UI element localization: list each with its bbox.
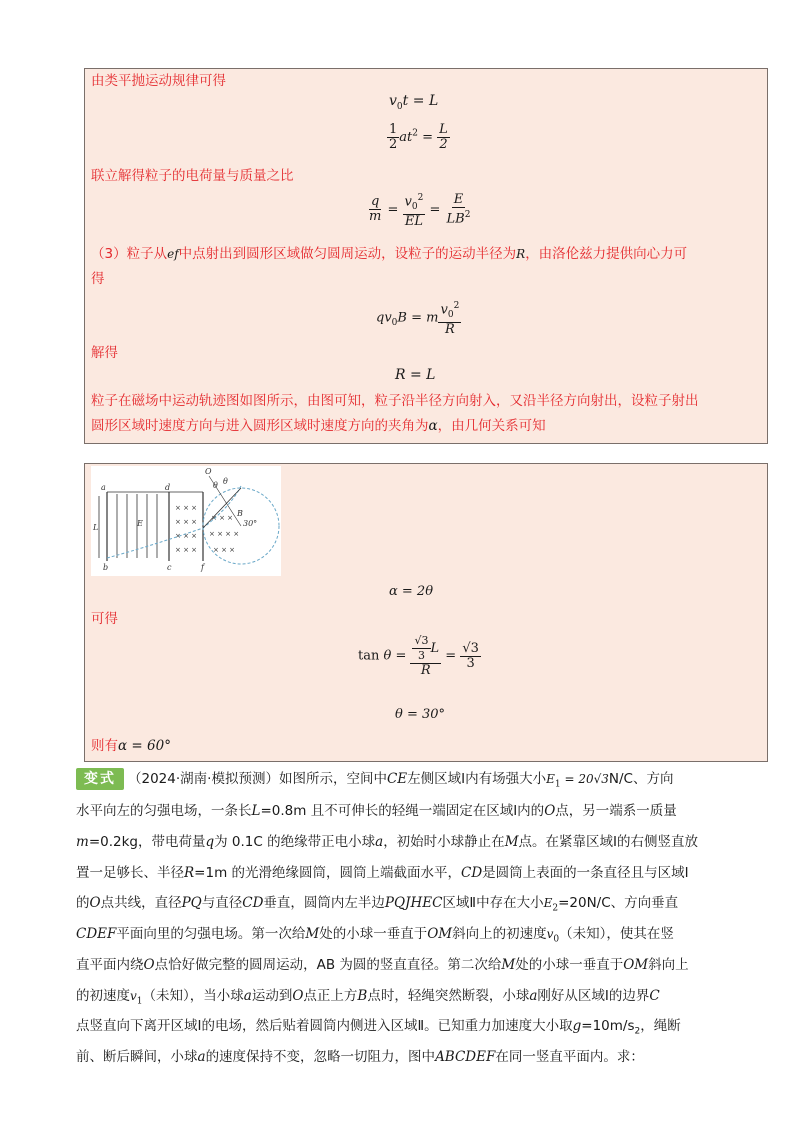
problem-line: 水平向左的匀强电场，一条长L=0.8m 且不可伸长的轻绳一端固定在区域Ⅰ内的O点，另一端系一质量	[76, 803, 677, 819]
problem-line: 置一足够长、半径R=1m 的光滑绝缘圆筒，圆筒上端截面水平，CD是圆筒上表面的一条直径且与区域Ⅰ	[76, 865, 689, 881]
problem-line: 变式 （2024·湖南·模拟预测）如图所示，空间中CE左侧区域Ⅰ内有场强大小$E_1 = 20√3N/C$、方向	[76, 768, 768, 794]
field-figure	[91, 466, 281, 576]
text-line: 则有α = 60°	[91, 738, 171, 754]
solution-box-1	[84, 68, 768, 444]
text-line: 解得	[91, 345, 118, 361]
figure-label: θ	[213, 481, 218, 490]
figure-label: 30°	[243, 519, 258, 528]
trajectory-diagram	[91, 466, 281, 580]
svg-text:× × ×: × × ×	[213, 546, 236, 554]
problem-line: 点竖直向下离开区域Ⅰ的电场，然后贴着圆筒内侧进入区域Ⅱ。已知重力加速度大小取$g=10m/s_2$，绳断	[76, 1018, 681, 1037]
problem-line: 的初速度$v_1$（未知），当小球a运动到O点正上方B点时，轻绳突然断裂，小球a刚好从区域Ⅰ的边界C	[76, 988, 660, 1007]
figure-label: f	[201, 563, 204, 572]
svg-text:× × ×: × × ×	[175, 546, 198, 554]
equation-theta-30: θ = 30°	[395, 707, 446, 722]
equation-r-l: R = L	[395, 367, 436, 383]
problem-line: CDEF平面向里的匀强电场。第一次给M处的小球一垂直于OM斜向上的初速度$v_0$（未知），使其在竖	[76, 926, 674, 945]
solution-box-2	[84, 463, 768, 762]
equation-half-at2: $\frac{1}{2}$ $at^2$ = $\frac{L}{2}$	[389, 122, 448, 152]
figure-label: a	[101, 483, 106, 492]
svg-text:× × ×: × × ×	[211, 514, 234, 522]
text-line: 由类平抛运动规律可得	[91, 73, 226, 89]
figure-label: b	[103, 563, 109, 572]
svg-text:× × × ×: × × × ×	[209, 530, 240, 538]
text-line: 粒子在磁场中运动轨迹图如图所示，由图可知，粒子沿半径方向射入，又沿半径方向射出，设粒子射出	[91, 393, 699, 409]
svg-text:× × ×: × × ×	[175, 504, 198, 512]
problem-line: 直平面内绕O点恰好做完整的圆周运动，AB 为圆的竖直直径。第二次给M处的小球一垂直于OM斜向上	[76, 957, 689, 973]
figure-label: c	[167, 563, 172, 572]
equation-alpha-2theta: α = 2θ	[389, 584, 434, 599]
text-line: 联立解得粒子的电荷量与质量之比	[91, 168, 294, 184]
text-line: 得	[91, 271, 105, 287]
figure-label: O	[205, 467, 212, 476]
equation-q-over-m: $\frac{q}{m}$ = $\frac{v_0^2}{EL}$ = $\frac{E}{LB^2}$	[369, 192, 471, 229]
figure-label: B	[237, 509, 243, 518]
equation-tan-theta: tan θ = $\frac{√3}{3}$ L R = $\frac{√3}{3}$	[358, 634, 479, 678]
figure-label: L	[93, 523, 99, 532]
variant-badge: 变式	[76, 768, 124, 790]
equation-vt-l: $v_0t = L$	[389, 93, 439, 112]
text-line: 圆形区域时速度方向与进入圆形区域时速度方向的夹角为α，由几何关系可知	[91, 418, 546, 434]
problem-line: 的O点共线，直径PQ与直径CD垂直，圆筒内左半边PQJHEC区域Ⅱ中存在大小$E_2=20N/C$、方向垂直	[76, 895, 679, 914]
text-line: （3）粒子从ef中点射出到圆形区域做匀圆周运动，设粒子的运动半径为R，由洛伦兹力提供向心力可	[91, 246, 688, 262]
svg-text:× × ×: × × ×	[175, 532, 198, 540]
problem-line: 前、断后瞬间，小球a的速度保持不变，忽略一切阻力，图中ABCDEF在同一竖直平面内。求：	[76, 1049, 644, 1065]
figure-label: d	[165, 483, 171, 492]
figure-label: θ	[223, 477, 228, 486]
svg-text:× × ×: × × ×	[175, 518, 198, 526]
problem-line: m=0.2kg，带电荷量q为 0.1C 的绝缘带正电小球a，初始时小球静止在M点。在紧靠区域Ⅰ的右侧竖直放	[76, 834, 698, 850]
figure-label: E	[137, 519, 143, 528]
equation-lorentz: $qv_0B = m$ $\frac{v_0^2}{R}$	[376, 301, 460, 337]
text-line: 可得	[91, 611, 118, 627]
